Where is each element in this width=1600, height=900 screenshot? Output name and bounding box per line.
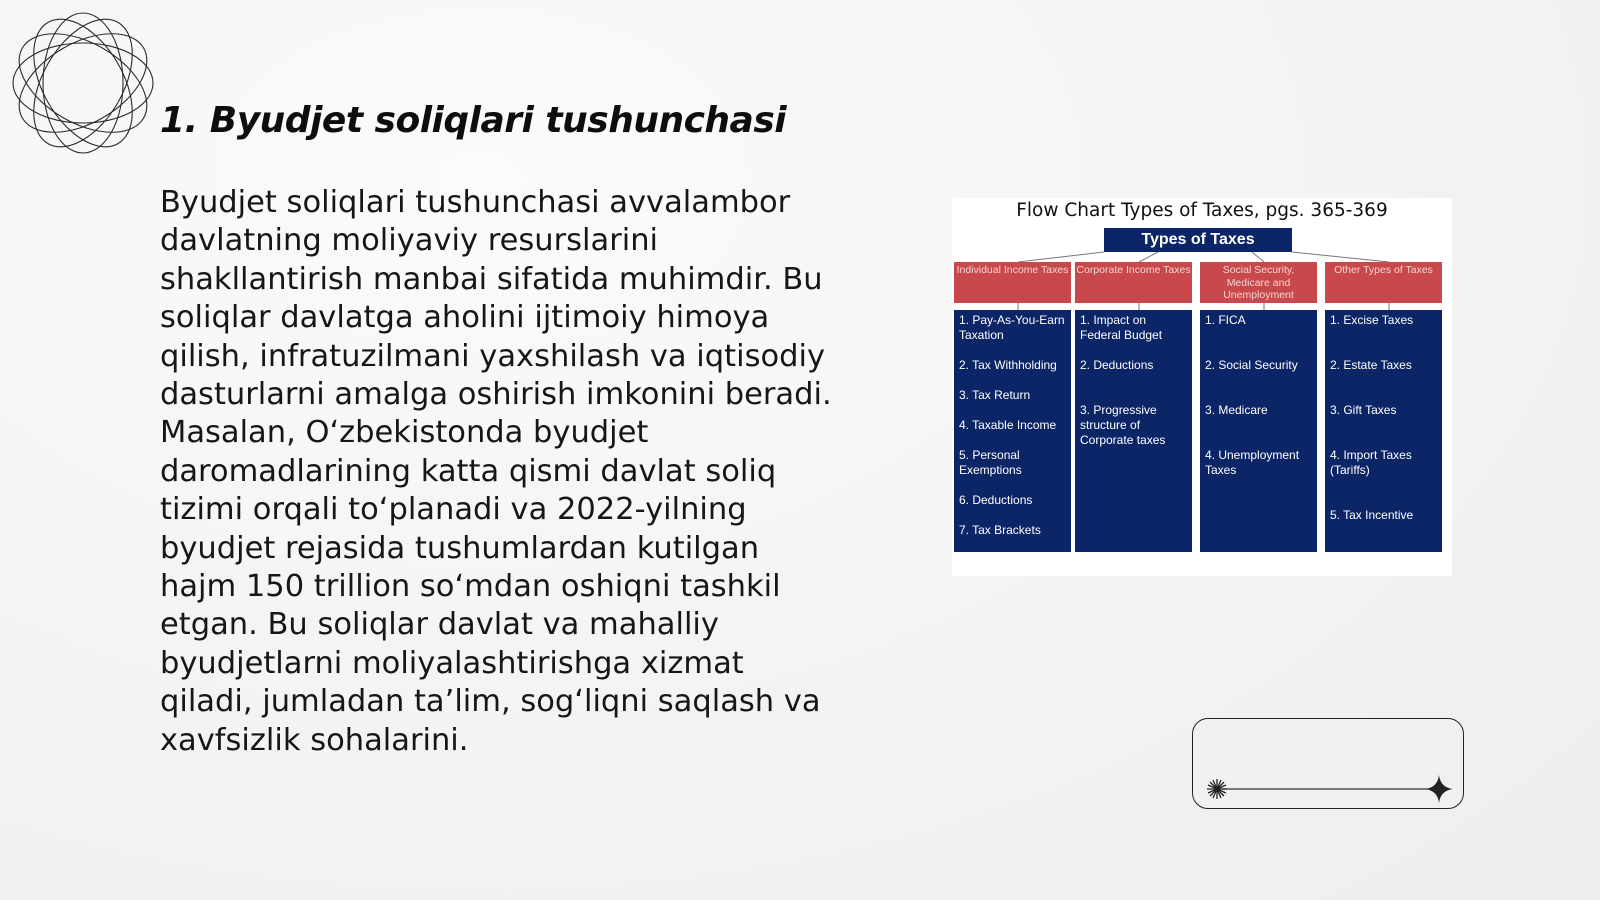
list-item: 1. Pay-As-You-Earn Taxation — [959, 313, 1065, 342]
list-item: 2. Deductions — [1080, 358, 1154, 372]
list-item: 2. Estate Taxes — [1330, 358, 1412, 372]
category-header: Social Security, Medicare and Unemployment — [1200, 262, 1317, 303]
list-item: 3. Tax Return — [959, 388, 1031, 402]
list-item: 3. Medicare — [1205, 403, 1268, 417]
list-item: 3. Gift Taxes — [1330, 403, 1397, 417]
list-item: 1. Excise Taxes — [1330, 313, 1414, 327]
root-node: Types of Taxes — [1104, 228, 1292, 252]
list-item: 3. Progressive structure of Corporate taxes — [1080, 403, 1166, 447]
category-header: Individual Income Taxes — [954, 262, 1071, 303]
list-item: 6. Deductions — [959, 493, 1033, 507]
list-item: 2. Tax Withholding — [959, 358, 1057, 372]
category-other-types — [1325, 262, 1442, 522]
four-point-star-icon — [1425, 775, 1453, 803]
category-items — [1325, 310, 1442, 552]
list-item: 7. Tax Brackets — [959, 523, 1041, 537]
list-item: 2. Social Security — [1205, 358, 1298, 372]
category-individual-income — [954, 262, 1071, 537]
list-item: 1. FICA — [1205, 313, 1246, 327]
list-item: 4. Taxable Income — [959, 418, 1057, 432]
body-paragraph: Byudjet soliqlari tushunchasi avvalambor davlatning moliyaviy resurslarini shakllantirish manbai sifatida muhimdir. Bu soliqlar davlatga aholini ijtimoiy himoya qilish, infratuzilmani yaxshilash va iqtisodiy dasturlarni amalga oshirish imkonini beradi. Masalan, Oʻzbekistonda byudjet daromadlarining katta qismi davlat soliq tizimi orqali toʻplanadi va 2022-yilning byudjet rejasida tushumlardan kutilgan hajm 150 trillion soʻmdan oshiqni tashkil etgan. Bu soliqlar davlat va mahalliy byudjetlarni moliyalashtirishga xizmat qiladi, jumladan ta’lim, sogʻliqni saqlash va xavfsizlik sohalarini. — [160, 185, 832, 758]
category-social-security — [1200, 262, 1317, 477]
list-item: 1. Impact on Federal Budget — [1080, 313, 1163, 342]
flow-chart-title: Flow Chart Types of Taxes, pgs. 365-369 — [1016, 200, 1388, 221]
list-item: 5. Personal Exemptions — [959, 448, 1022, 477]
category-items — [1075, 310, 1192, 552]
list-item: 5. Tax Incentive — [1330, 508, 1414, 522]
interlocking-circles-icon — [8, 8, 158, 158]
category-header: Corporate Income Taxes — [1075, 262, 1192, 303]
slide-title: 1. Byudjet soliqlari tushunchasi — [160, 100, 787, 141]
taxes-flow-chart — [952, 198, 1452, 576]
list-item: 4. Unemployment Taxes — [1205, 448, 1300, 477]
category-items — [1200, 310, 1317, 552]
list-item: 4. Import Taxes (Tariffs) — [1330, 448, 1412, 477]
decorative-line — [1193, 719, 1465, 810]
category-header: Other Types of Taxes — [1325, 262, 1442, 303]
decorative-frame — [1192, 718, 1464, 809]
category-corporate-income — [1075, 262, 1192, 447]
category-items — [954, 310, 1071, 552]
starburst-icon — [1207, 779, 1227, 799]
